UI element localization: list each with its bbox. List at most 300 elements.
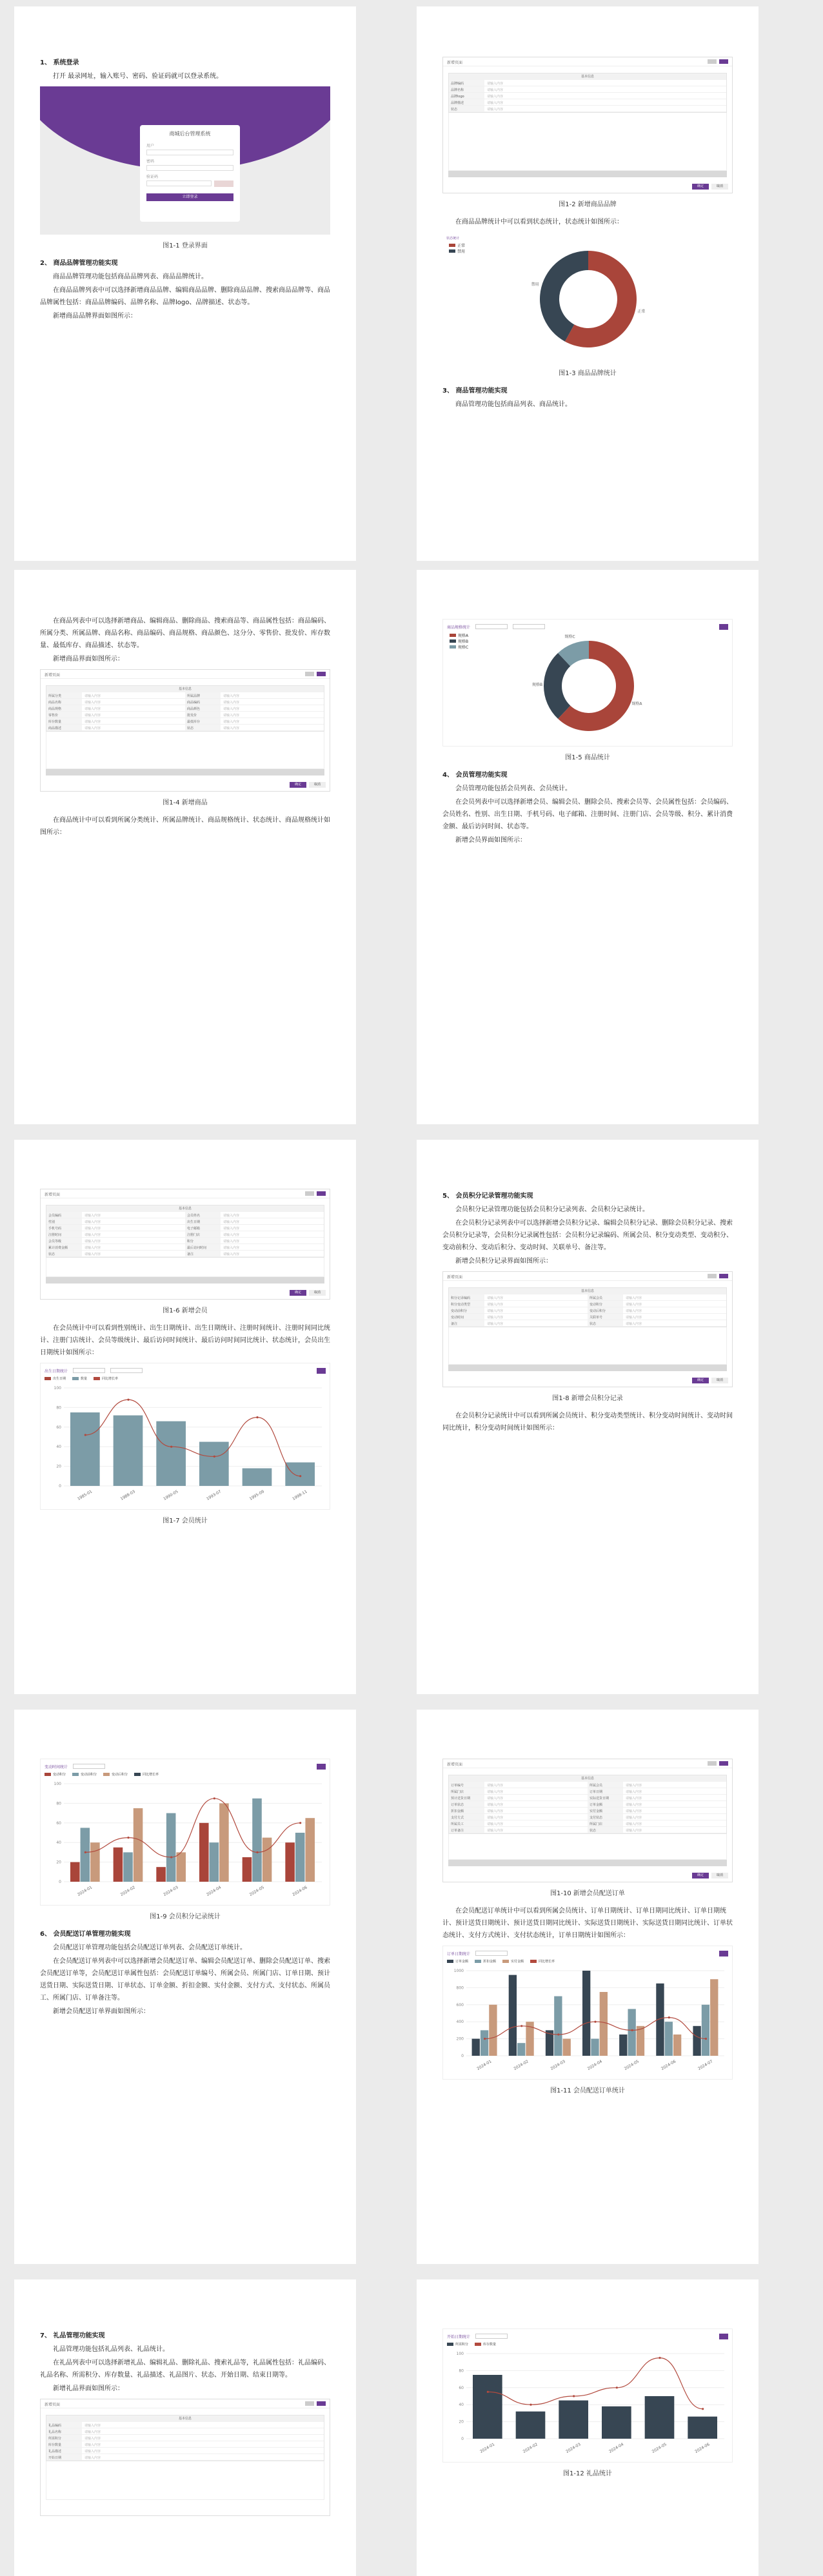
doc-page-6 [417, 1140, 759, 1694]
form-label: 状态 [588, 1320, 623, 1326]
form-screenshot-brand [442, 57, 733, 193]
bar [516, 2412, 546, 2439]
bar [582, 1971, 590, 2056]
form-input[interactable]: 请输入内容 [84, 714, 101, 717]
form-row [46, 1231, 185, 1238]
filter-select[interactable] [475, 1951, 508, 1956]
form-input[interactable]: 请输入内容 [487, 1784, 504, 1788]
bar [665, 2022, 673, 2056]
form-input[interactable]: 请输入内容 [626, 1316, 642, 1320]
rich-editor[interactable] [46, 1258, 324, 1277]
x-tick-label: 1985-01 [76, 1489, 94, 1502]
paragraph: 在会员配送订单列表中可以选择新增会员配送订单、编辑会员配送订单、删除会员配送订单、搜索会员配送订单等，会员配送订单属性包括：会员配送订单编号、所属会员、所属门店、订单日期、预计送货日期、实际送货日期、订单状态、订单金额、折扣金额、实付金额、支付方式、支付状态、所属员工、所属门店、订单备注等。 [40, 1958, 330, 2002]
form-input[interactable]: 请输入内容 [626, 1322, 642, 1326]
form-input[interactable]: 请输入内容 [223, 1253, 240, 1256]
top-pill[interactable] [719, 1761, 728, 1766]
x-tick-label: 2024-02 [513, 2059, 530, 2072]
legend-swatch [502, 1960, 509, 1963]
legend-swatch [447, 1960, 453, 1963]
form-input[interactable]: 请输入内容 [487, 1322, 504, 1326]
form-col [46, 692, 185, 731]
x-tick-label: 1993-07 [205, 1489, 223, 1502]
filter-select[interactable] [73, 1764, 105, 1769]
form-input[interactable]: 请输入内容 [84, 1227, 101, 1231]
form-input[interactable]: 请输入内容 [84, 2450, 101, 2454]
form-input[interactable]: 请输入内容 [626, 1816, 642, 1820]
form-col [185, 1212, 324, 1257]
form-label: 状态 [46, 1251, 82, 1256]
filter-select[interactable] [475, 624, 508, 629]
legend-swatch [450, 639, 456, 643]
y-tick-label: 40 [56, 1840, 61, 1846]
paragraph: 会员积分记录管理功能包括会员积分记录列表、会员积分记录统计。 [455, 1206, 649, 1213]
bar [702, 2005, 709, 2056]
legend-item[interactable] [72, 1376, 87, 1381]
doc-page-3 [14, 570, 356, 1124]
form-input[interactable]: 请输入内容 [487, 101, 504, 105]
rich-editor[interactable] [448, 113, 727, 171]
form-label: 库存数量 [46, 2441, 82, 2447]
top-pill[interactable] [708, 1274, 717, 1278]
form-screenshot-goods [40, 669, 330, 792]
form-input[interactable]: 请输入内容 [84, 1220, 101, 1224]
cancel-button[interactable]: 取消 [309, 1290, 326, 1296]
y-tick-label: 1000 [453, 1969, 464, 1973]
cancel-button[interactable]: 取消 [711, 1378, 728, 1383]
login-pass-input[interactable] [146, 165, 233, 171]
login-user-label: 用户 [146, 144, 155, 148]
form-label: 商品名称 [46, 699, 82, 705]
top-pill[interactable] [317, 1191, 326, 1196]
form-row [46, 1212, 185, 1218]
form-top-bar [41, 2399, 330, 2408]
form-input[interactable]: 请输入内容 [626, 1822, 642, 1826]
form-input[interactable]: 请输入内容 [223, 720, 240, 724]
form-gray-bar [448, 171, 727, 177]
legend-item[interactable] [72, 1772, 97, 1777]
form-input[interactable]: 请输入内容 [84, 694, 101, 698]
form-input[interactable]: 请输入内容 [487, 95, 504, 99]
top-pill[interactable] [305, 2401, 314, 2406]
doc-page-1 [14, 6, 356, 561]
form-row [46, 1218, 185, 1225]
x-tick-label: 2024-04 [608, 2442, 625, 2455]
legend-label: 规格C [458, 645, 469, 650]
filter-select[interactable] [475, 2334, 508, 2339]
trend-point [702, 2408, 704, 2410]
y-tick-label: 100 [54, 1782, 61, 1786]
form-col [588, 1782, 726, 1833]
form-label: 商品规格 [46, 705, 82, 711]
form-row [185, 1218, 324, 1225]
form-label: 折扣金额 [449, 1808, 484, 1813]
chart-panel [40, 1759, 330, 1906]
bar [70, 1862, 80, 1882]
legend-swatch [450, 645, 456, 649]
bar [123, 1852, 133, 1882]
filter-select[interactable] [513, 624, 545, 629]
bar [509, 1975, 517, 2056]
search-button[interactable] [719, 624, 728, 630]
form-label: 状态 [449, 106, 484, 112]
pie-label: 规格C [564, 634, 575, 639]
form-input[interactable]: 请输入内容 [84, 727, 101, 730]
rich-editor[interactable] [46, 2461, 324, 2500]
ok-button[interactable]: 确定 [692, 1873, 709, 1878]
rich-editor[interactable] [46, 732, 324, 769]
form-input[interactable]: 请输入内容 [626, 1784, 642, 1788]
form-label: 订单编号 [449, 1782, 484, 1788]
form-input[interactable]: 请输入内容 [223, 1214, 240, 1218]
form-input[interactable]: 请输入内容 [487, 1296, 504, 1300]
search-button[interactable] [317, 1764, 326, 1770]
paragraph: 新增商品界面如图所示： [53, 656, 124, 663]
form-input[interactable]: 请输入内容 [84, 1240, 101, 1244]
doc-page-10 [417, 2279, 759, 2576]
legend-item[interactable] [103, 1772, 128, 1777]
form-input[interactable]: 请输入内容 [84, 1253, 101, 1256]
form-row [185, 712, 324, 718]
form-screenshot-points [442, 1271, 733, 1387]
legend-item[interactable] [45, 1376, 66, 1381]
form-input[interactable]: 请输入内容 [84, 1233, 101, 1237]
x-tick-label: 2024-06 [694, 2442, 711, 2455]
form-input[interactable]: 请输入内容 [487, 1822, 504, 1826]
form-label: 变动时间 [449, 1314, 484, 1320]
form-label: 所属品牌 [185, 692, 221, 698]
y-tick-label: 80 [56, 1405, 61, 1410]
paragraph: 会员配送订单管理功能包括会员配送订单列表、会员配送订单统计。 [53, 1944, 246, 1951]
paragraph: 会员管理功能包括会员列表、会员统计。 [455, 785, 571, 792]
form-input[interactable]: 请输入内容 [223, 727, 240, 730]
top-pill[interactable] [708, 59, 717, 64]
form-input[interactable]: 请输入内容 [487, 82, 504, 86]
form-input[interactable]: 请输入内容 [223, 694, 240, 698]
form-row [588, 1301, 726, 1307]
form-row [46, 2422, 324, 2428]
legend-label: 变动积分 [53, 1772, 66, 1777]
legend-item[interactable] [45, 1772, 66, 1777]
form-section [46, 1205, 324, 1258]
legend-item[interactable] [530, 1959, 555, 1964]
form-screenshot-order [442, 1759, 733, 1882]
trend-point [170, 1856, 172, 1858]
form-input[interactable]: 请输入内容 [84, 701, 101, 705]
form-input[interactable]: 请输入内容 [223, 1220, 240, 1224]
form-input[interactable]: 请输入内容 [223, 1227, 240, 1231]
form-row [588, 1307, 726, 1314]
top-pill[interactable] [317, 672, 326, 676]
legend-item[interactable] [447, 2342, 468, 2347]
legend-item[interactable] [475, 1959, 496, 1964]
trend-point [484, 2038, 486, 2040]
form-label: 订单金额 [588, 1801, 623, 1807]
legend-label: 禁用 [457, 249, 466, 254]
form-row [46, 718, 185, 725]
login-user-input[interactable] [146, 150, 233, 155]
form-fields [46, 2422, 324, 2461]
top-pill[interactable] [305, 1191, 314, 1196]
legend-item[interactable] [94, 1376, 118, 1381]
rich-editor[interactable] [448, 1834, 727, 1860]
form-input[interactable]: 请输入内容 [84, 720, 101, 724]
form-row [449, 1827, 588, 1833]
search-button[interactable] [719, 1951, 728, 1956]
cancel-button[interactable]: 取消 [711, 1873, 728, 1878]
form-input[interactable]: 请输入内容 [223, 714, 240, 717]
form-row [449, 99, 726, 106]
form-row [449, 1801, 588, 1808]
trend-point [487, 2391, 489, 2393]
search-button[interactable] [719, 2334, 728, 2339]
legend-item[interactable] [134, 1772, 159, 1777]
top-pill[interactable] [719, 59, 728, 64]
cancel-button[interactable]: 取消 [309, 782, 326, 788]
form-row [588, 1795, 726, 1801]
legend-swatch [447, 2343, 453, 2346]
figure-caption: 图1-4 新增商品 [163, 799, 208, 806]
form-row [588, 1820, 726, 1827]
form-col [449, 1782, 588, 1833]
form-input[interactable]: 请输入内容 [626, 1296, 642, 1300]
form-label: 订单日期 [588, 1788, 623, 1794]
form-label: 开始日期 [46, 2454, 82, 2460]
doc-page-4 [417, 570, 759, 1124]
y-tick-label: 60 [56, 1820, 61, 1826]
form-input[interactable]: 请输入内容 [626, 1803, 642, 1807]
x-tick-label: 2024-04 [205, 1885, 223, 1898]
captcha-image[interactable] [214, 181, 233, 187]
bar [688, 2417, 717, 2439]
legend-item[interactable] [502, 1959, 524, 1964]
login-code-input[interactable] [146, 181, 212, 186]
trend-point [213, 1456, 215, 1458]
figure-caption: 图1-5 商品统计 [565, 754, 610, 761]
y-tick-label: 20 [56, 1464, 61, 1469]
section-heading: 3、 商品管理功能实现 [442, 387, 508, 395]
top-pill[interactable] [305, 672, 314, 676]
trend-point [557, 2033, 559, 2035]
pie-label: 规格A [631, 701, 642, 707]
form-input[interactable]: 请输入内容 [223, 1246, 240, 1250]
legend-label: 同比增长率 [143, 1772, 159, 1777]
x-tick-label: 2024-06 [292, 1885, 308, 1898]
form-row [46, 725, 185, 731]
form-section [448, 1287, 727, 1327]
bar [637, 2026, 644, 2056]
form-label: 会员编码 [46, 1212, 82, 1218]
doc-page-5 [14, 1140, 356, 1694]
y-tick-label: 60 [56, 1425, 61, 1430]
bar [156, 1421, 186, 1486]
legend-swatch [45, 1377, 51, 1380]
form-input[interactable]: 请输入内容 [626, 1303, 642, 1307]
form-section [46, 685, 324, 732]
form-row [185, 1251, 324, 1257]
form-row [185, 699, 324, 705]
form-row [46, 699, 185, 705]
form-input[interactable]: 请输入内容 [84, 1246, 101, 1250]
login-title: 商城后台管理系统 [169, 131, 211, 137]
form-input[interactable]: 请输入内容 [626, 1309, 642, 1313]
bar [600, 1992, 608, 2056]
form-input[interactable]: 请输入内容 [84, 2430, 101, 2434]
bar [473, 2375, 502, 2439]
bar [156, 1867, 166, 1882]
form-row [449, 1788, 588, 1795]
form-input[interactable]: 请输入内容 [487, 1797, 504, 1800]
form-label: 积分变动类型 [449, 1301, 484, 1307]
form-label: 所属门店 [449, 1788, 484, 1794]
top-pill[interactable] [317, 2401, 326, 2406]
top-pill[interactable] [708, 1761, 717, 1766]
form-label: 最后访问时间 [185, 1244, 221, 1250]
bar [554, 1996, 562, 2056]
form-row [449, 1320, 588, 1327]
form-input[interactable]: 请输入内容 [84, 1214, 101, 1218]
form-input[interactable]: 请输入内容 [84, 2456, 101, 2460]
form-input[interactable]: 请输入内容 [84, 2437, 101, 2441]
form-row [588, 1801, 726, 1808]
trend-point [84, 1434, 86, 1436]
form-col [185, 692, 324, 731]
form-row [449, 1820, 588, 1827]
form-row [449, 1307, 588, 1314]
form-label: 变动后积分 [588, 1307, 623, 1313]
form-label: 积分记录编码 [449, 1294, 484, 1300]
bar [472, 2039, 480, 2056]
form-input[interactable]: 请输入内容 [84, 2424, 101, 2428]
x-tick-label: 2024-01 [479, 2442, 496, 2455]
bar [210, 1842, 219, 1882]
form-input[interactable]: 请输入内容 [487, 1829, 504, 1833]
form-input[interactable]: 请输入内容 [487, 1303, 504, 1307]
x-tick-label: 2024-01 [476, 2059, 493, 2072]
ok-button[interactable]: 确定 [692, 1378, 709, 1383]
chart-title: 开始日期统计 [447, 2334, 471, 2339]
form-col [449, 1294, 588, 1327]
trend-point [631, 2029, 633, 2031]
form-row [46, 1225, 185, 1231]
search-button[interactable] [317, 1368, 326, 1374]
form-label: 实付金额 [588, 1808, 623, 1813]
legend-item[interactable] [475, 2342, 496, 2347]
bar-chart-member [45, 1381, 328, 1504]
bar [693, 2026, 700, 2056]
paragraph: 在商品列表中可以选择新增商品、编辑商品、删除商品、搜索商品等、商品属性包括：商品编码、所属分类、所属品牌、商品名称、商品编码、商品规格、商品颜色、这分分、零售价、批发价、库存数量、最低库存、商品描述、状态等。 [40, 618, 330, 649]
form-input[interactable]: 请输入内容 [626, 1797, 642, 1800]
login-button[interactable]: 立即登录 [146, 193, 233, 201]
form-input[interactable]: 请输入内容 [487, 1790, 504, 1794]
form-label: 礼品名称 [46, 2428, 82, 2434]
ok-button[interactable]: 确定 [290, 1290, 306, 1296]
form-row [46, 2441, 324, 2448]
form-label: 订单状态 [449, 1801, 484, 1807]
form-input[interactable]: 请输入内容 [487, 1316, 504, 1320]
bar [243, 1857, 252, 1882]
bar [263, 1838, 272, 1882]
bar [134, 1808, 143, 1882]
form-label: 所需积分 [46, 2435, 82, 2441]
bar [295, 1833, 305, 1882]
form-input[interactable]: 请输入内容 [223, 707, 240, 711]
x-tick-label: 2024-07 [697, 2059, 714, 2072]
form-input[interactable]: 请输入内容 [626, 1790, 642, 1794]
form-row [185, 1225, 324, 1231]
form-label: 礼品描述 [46, 2448, 82, 2454]
bar [81, 1828, 90, 1882]
form-row [46, 2454, 324, 2461]
paragraph: 打开 最录网址，输入账号、密码、验证码就可以登录系统。 [53, 73, 223, 80]
paragraph: 在会员配送订单统计中可以看到所属会员统计、订单日期统计、订单日期同比统计、订单日期统计、预计送货日期统计、预计送货日期同比统计、实际送货日期统计、实际送货日期同比统计、订单状态统计、支付方式统计、支付状态统计，订单日期统计如图所示： [442, 1908, 733, 1939]
form-label: 备注 [185, 1251, 221, 1256]
form-gray-bar [46, 1277, 324, 1283]
legend-swatch [530, 1960, 537, 1963]
trend-point [127, 1837, 129, 1839]
ok-button[interactable]: 确定 [290, 782, 306, 788]
bar [559, 2401, 588, 2439]
form-input[interactable]: 请输入内容 [223, 701, 240, 705]
ok-button[interactable]: 确定 [692, 184, 709, 190]
filter-select[interactable] [110, 1368, 143, 1373]
legend-label: 同比增长率 [539, 1959, 555, 1964]
x-tick-label: 2024-04 [586, 2059, 603, 2072]
bar-chart-order [447, 1964, 731, 2074]
chart-panel [442, 232, 733, 362]
form-section-title: 基本信息 [46, 686, 324, 692]
form-input[interactable]: 请输入内容 [487, 108, 504, 112]
paragraph: 商品品牌管理功能包括商品品牌列表、商品品牌统计。 [53, 273, 208, 280]
trend-point [659, 2357, 660, 2359]
form-row [449, 1808, 588, 1814]
form-input[interactable]: 请输入内容 [487, 1309, 504, 1313]
cancel-button[interactable]: 取消 [711, 184, 728, 190]
paragraph: 商品管理功能包括商品列表、商品统计。 [455, 401, 571, 408]
form-gray-bar [448, 1860, 727, 1866]
form-label: 状态 [588, 1827, 623, 1833]
form-row [588, 1320, 726, 1327]
legend-label: 变动后积分 [112, 1772, 128, 1777]
form-label: 品牌名称 [449, 86, 484, 92]
chart-title: 订单日期统计 [447, 1951, 471, 1956]
form-input[interactable]: 请输入内容 [223, 1233, 240, 1237]
section-heading: 7、 礼品管理功能实现 [40, 2332, 105, 2339]
form-input[interactable]: 请输入内容 [487, 88, 504, 92]
form-input[interactable]: 请输入内容 [223, 1240, 240, 1244]
legend-label: 同比增长率 [102, 1376, 119, 1381]
form-row [46, 692, 185, 699]
form-label: 出生日期 [185, 1218, 221, 1224]
rich-editor[interactable] [448, 1327, 727, 1365]
form-input[interactable]: 请输入内容 [84, 2443, 101, 2447]
form-col [588, 1294, 726, 1327]
top-pill[interactable] [719, 1274, 728, 1278]
form-input[interactable]: 请输入内容 [626, 1829, 642, 1833]
filter-select[interactable] [73, 1368, 105, 1373]
form-input[interactable]: 请输入内容 [626, 1810, 642, 1813]
form-label: 预计送货日期 [449, 1795, 484, 1800]
legend-item[interactable] [447, 1959, 468, 1964]
legend-swatch [72, 1773, 79, 1776]
y-tick-label: 0 [461, 2437, 464, 2441]
form-input[interactable]: 请输入内容 [487, 1816, 504, 1820]
pie-chart-goods [447, 631, 731, 741]
form-top-title: 新增页面 [447, 1275, 463, 1280]
form-input[interactable]: 请输入内容 [487, 1803, 504, 1807]
form-input[interactable]: 请输入内容 [487, 1810, 504, 1813]
x-tick-label: 2024-03 [550, 2059, 566, 2072]
form-input[interactable]: 请输入内容 [84, 707, 101, 711]
